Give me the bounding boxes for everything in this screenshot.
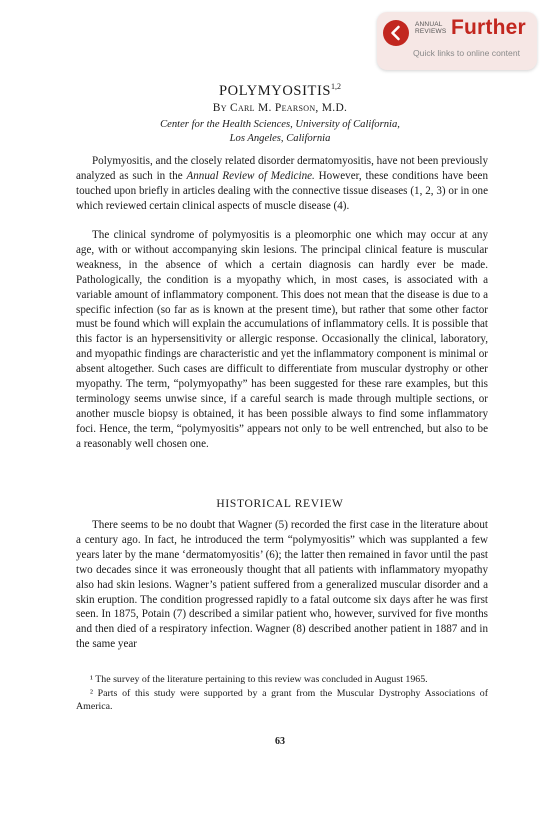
- footnote-1: ¹ The survey of the literature pertaining to this review was concluded in August 1965.: [90, 674, 428, 685]
- chevron-left-icon: [383, 20, 409, 46]
- further-label: Further: [451, 16, 526, 39]
- page-number: 63: [275, 736, 285, 747]
- article-author: By Carl M. Pearson, M.D.: [212, 102, 348, 114]
- further-badge[interactable]: [377, 12, 537, 70]
- author-affiliation: Center for the Health Sciences, University of California, Los Angeles, California: [160, 119, 400, 144]
- paragraph-intro: Polymyositis, and the closely related disorder dermatomyositis, have not been previously analyzed as such in the Annual Review of Medicine. However, these conditions have been touched upon briefly in articles dealing with the connective tissue diseases (1, 2, 3) or in one which reviewed certain clinical aspects of muscle disease (4).: [76, 155, 488, 212]
- footnote-2: ² Parts of this study were supported by a grant from the Muscular Dystrophy Associations of America.: [76, 688, 488, 712]
- title-footnote-marks: 1,2: [331, 82, 342, 91]
- annual-reviews-logo: ANNUAL REVIEWS: [415, 21, 447, 35]
- paragraph-clinical-syndrome: The clinical syndrome of polymyositis is a pleomorphic one which may occur at any age, with or without accompanying skin lesions. The principal clinical feature is muscular weakness, in the absence of which a certain diagnosis can hardly ever be made. Pathologically, the condition is a myopathy which, in most cases, is associated with a variable amount of inflammatory component. This does not mean that the disease is due to a specific infection (so far as is known at the present time), but rather that some other factor must be found which will explain the accumulations of inflammatory cells. It is possible that this factor is an hypersensitivity or allergic response. Occasionally the clinical, laboratory, and myopathic findings are characteristic and yet the inflammatory component is minimal or absent altogether. Such cases are difficult to differentiate from muscular dystrophy or other myopathy. The term, “polymyopathy” has been suggested for these rare examples, but this terminology seems unwise since, if a careful search is made through multiple sections, or another muscle biopsy is obtained, it has been possible always to find some inflammatory foci. Hence, the term, “polymyositis” appears not only to be well entrenched, but also to be a reasonably well chosen one.: [76, 229, 488, 450]
- section-heading: HISTORICAL REVIEW: [216, 498, 344, 510]
- journal-name: Annual Review of Medicine.: [186, 169, 315, 182]
- footnotes: [76, 673, 488, 714]
- paragraph-historical: There seems to be no doubt that Wagner (5) recorded the first case in the literature about a century ago. In fact, he introduced the term “polymyositis” which was supplanted a few years later by the mane ‘dermatomyositis’ (6); the latter then remained in favor until the past two decades since it was erroneously thought that all patients with inflammatory myopathy also had skin lesions. Wagner’s patient suffered from a generalized muscular disorder and a skin eruption. The condition progressed rapidly to a fatal outcome six days after he was first seen. In 1875, Potain (7) described a similar patient who, however, survived for five months and then died of a respiratory infection. Wagner (8) described another patient in 1887 and in the same year: [76, 519, 488, 651]
- quick-links-text: Quick links to online content: [413, 48, 521, 58]
- article-title: POLYMYOSITIS$^{1,2}$: [218, 82, 342, 99]
